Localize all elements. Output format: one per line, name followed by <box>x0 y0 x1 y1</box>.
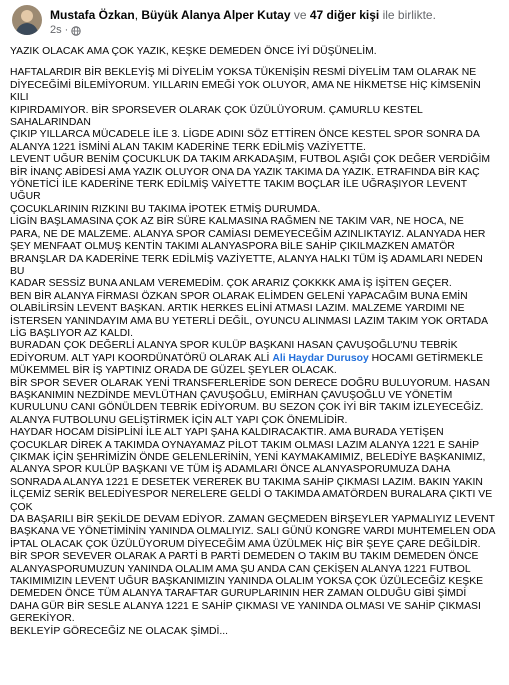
post-header <box>10 0 499 44</box>
globe-icon <box>71 26 81 36</box>
tagged-name[interactable]: Büyük Alanya Alper Kutay <box>141 8 291 22</box>
meta-separator: · <box>64 24 69 36</box>
post-meta <box>50 24 81 37</box>
tag-suffix: ile birlikte. <box>379 8 436 22</box>
post-body-part-1: HAFTALARDIR BİR BEKLEYİŞ Mİ DİYELİM YOKSA TÜKENİŞİN RESMİ DİYELİM TAM OLARAK NE DİYECEĞİMİ BİLEMİYORUM. YILLARIN EMEĞİ YOK OLUYOR, AMA NE HİKMETSE HİÇ KİMSENİN KILI KIPIRDAMIYOR. BİR SPORSEVER OLARAK ÇOK ÜZÜLÜYORUM. ÇAMURLU KESTEL SAHALARINDAN ÇIKIP YILLARCA MÜCADELE İLE 3. LİGDE ADINI SÖZ ETTİREN ÖNCE KESTEL SPOR SONRA DA ALANYA 1221 İSMİNİ ALAN TAKIM KADERİNE TERK EDİLMİŞ VAZİYETTE. LEVENT UĞUR BENİM ÇOCUKLUK DA TAKIM ARKADAŞIM, FUTBOL AŞIĞI ÇOK DEĞER VERDİĞİM BİR İNANÇ ABİDESİ AMA YAZIK OLUYOR ONA DA YAZIK TAKIMA DA YAZIK. ETRAFINDA BİR KAÇ YÖNETİCİ İLE KADERİNE TERK EDİLMİŞ VAİYETTE TAKIM BOÇLAR İLE UĞRAŞIYOR LEVENT UĞUR ÇOCUKLARININ RIZKINI BU TAKIMA İPOTEK ETMİŞ DURUMDA. LİGİN BAŞLAMASINA ÇOK AZ BİR SÜRE KALMASINA RAĞMEN NE TAKIM VAR, NE HOCA, NE PARA, NE DE MALZEME. ALANYA SPOR CAMİASI DEMEYECEĞİM AZINLIKTAYIZ. ALANYADA HER ŞEY MENFAAT OLMUŞ KENTİN TAKIMI ALANYASPORA BİLE SAHİP ÇIKILMAZKEN AMATÖR BRANŞLAR DA KADERİNE TERK EDİLMİŞ VAZİYETTE, ALANYA HALKI TÜM İŞ ADAMLARI NEDEN BU KADAR SESSİZ BUNA ANLAM VEREMEDİM. ÇOK ARARIZ ÇOKKKK AMA İŞ İŞİTEN GEÇER. BEN BİR ALANYA FİRMASI ÖZKAN SPOR OLARAK ELİMDEN GELENİ YAPACAĞIM BUNA EMİN OLABİLİRSİN LEVENT BAŞKAN. ARTIK HERKES ELİNİ ATMASI LAZIM. MALZEME YARDIMI NE İSTERSEN YANINDAYIM AMA BU YETERLİ DEĞİL, OYUNCU ALINMASI LAZIM TAKIM YOK ORTADA LİG BAŞLIYOR AZ KALDI. BURADAN ÇOK DEĞERLİ ALANYA SPOR KULÜP BAŞKANI HASAN ÇAVUŞOĞLU'NU TEBRİK EDİYORUM. ALT YAPI KOORDÜNATÖRÜ OLARAK ALİ <box>10 67 490 364</box>
post-time[interactable]: 2s <box>50 24 62 36</box>
post-text <box>10 46 499 638</box>
avatar-head <box>21 10 33 22</box>
post-lead-line: YAZIK OLACAK AMA ÇOK YAZIK, KEŞKE DEMEDEN ÖNCE İYİ DÜŞÜNELİM. <box>10 46 377 57</box>
conjunction: ve <box>290 8 310 22</box>
post-body <box>10 67 499 638</box>
tagged-others-link[interactable]: 47 diğer kişi <box>309 8 380 22</box>
post-body-part-2: HOCAMI GETİRMEKLE MÜKEMMEL BİR İŞ YAPTINIZ ORADA DE GÜZEL ŞEYLER OLACAK. BİR SPOR SEVER OLARAK YENİ TRANSFERLERİDE SON DERECE DOĞRU BULUYORUM. HASAN BAŞKANIMIN NEZDİNDE MEVLÜTHAN ÇAVUŞOĞLU, EMİRHAN ÇAVUŞOĞLU VE YÖNETİM KURULUNU CANI GÖNÜLDEN TEBRİK EDİYORUM. BU SEZON ÇOK İYİ BİR TAKIM İZLEYECEĞİZ. ALANYA FUTBOLUNU GELİŞTİRMEK İÇİN ALT YAPI ÇOK ÖNEMLİDİR. HAYDAR HOCAM DİSİPLİNİ İLE ALT YAPI ŞAHA KALDIRACAKTIR. AMA BURADA YETİŞEN ÇOCUKLAR DİREK A TAKIMDA OYNAYAMAZ PİLOT TAKIM OLMASI LAZIM ALANYA 1221 E SAHİP ÇIKMAK İÇİN ŞEHRİMİZİN ÖNDE GELENLERİNİN, YENİ KAYMAKAMIMIZ, BELEDİYE BAŞKANIMIZ, ALANYA SPOR KULÜP BAŞKANI VE TÜM İŞ ADAMLARI ÖNCE ALANYASPORUMUZA DAHA SONRADA ALANYA 1221 E DESETEK VEREREK BU TAKIMA SAHİP ÇIKMASI LAZIM. BAKIN YAKIN İLÇEMİZ SERİK BELEDİYESPOR NERELERE GELDİ O TAKIMDA AMATÖRDEN BURALARA ÇIKTI VE ÇOK DA BAŞARILI BİR ŞEKİLDE DEVAM EDİYOR. ZAMAN GEÇMEDEN BİRŞEYLER YAPMALIYIZ LEVENT BAŞKANA VE YÖNETİMİNİN YANINDA OLMALIYIZ. SALI GÜNÜ KONGRE VARDI MUHTEMELEN ODA İPTAL OLACAK ÇOK ÜZÜLÜYORUM DİYECEĞİM AMA ÜZÜLMEK HİÇ BİR ŞEYE ÇARE DEĞİLDİR. BİR SPOR SEVEVER OLARAK A PARTİ B PARTİ DEMEDEN O TAKIM BU TAKIM DEMEDEN ÖNCE ALANYASPORUMUZUN YANINDA OLALIM AMA ŞU ANDA CAN ÇEKİŞEN ALANYA 1221 FUTBOL TAKIMIMIZIN LEVENT UĞUR BAŞKANIMIZIN YANINDA OLALIM YOKSA ÇOK ÜZÜLECEĞİZ KEŞKE DEMEDEN ÖNCE TÜM ALANYA TARAFTAR GURUPLARININ HER ZAMAN OLDUĞU GİBİ ŞİMDİ DAHA GÜR BİR SESLE ALANYA 1221 E SAHİP ÇIKMASI VE YANINDA OLMASI VE SAHİP ÇIKMASI GEREKİYOR. BEKLEYİP GÖRECEĞİZ NE OLACAK ŞİMDİ... <box>10 352 496 637</box>
author-name[interactable]: Mustafa Özkan <box>50 8 135 22</box>
post-author-line <box>50 8 436 22</box>
mention-link[interactable]: Ali Haydar Durusoy <box>272 352 369 364</box>
author-avatar[interactable] <box>12 5 42 35</box>
avatar-body <box>16 23 38 35</box>
author-comma: , <box>134 8 139 22</box>
